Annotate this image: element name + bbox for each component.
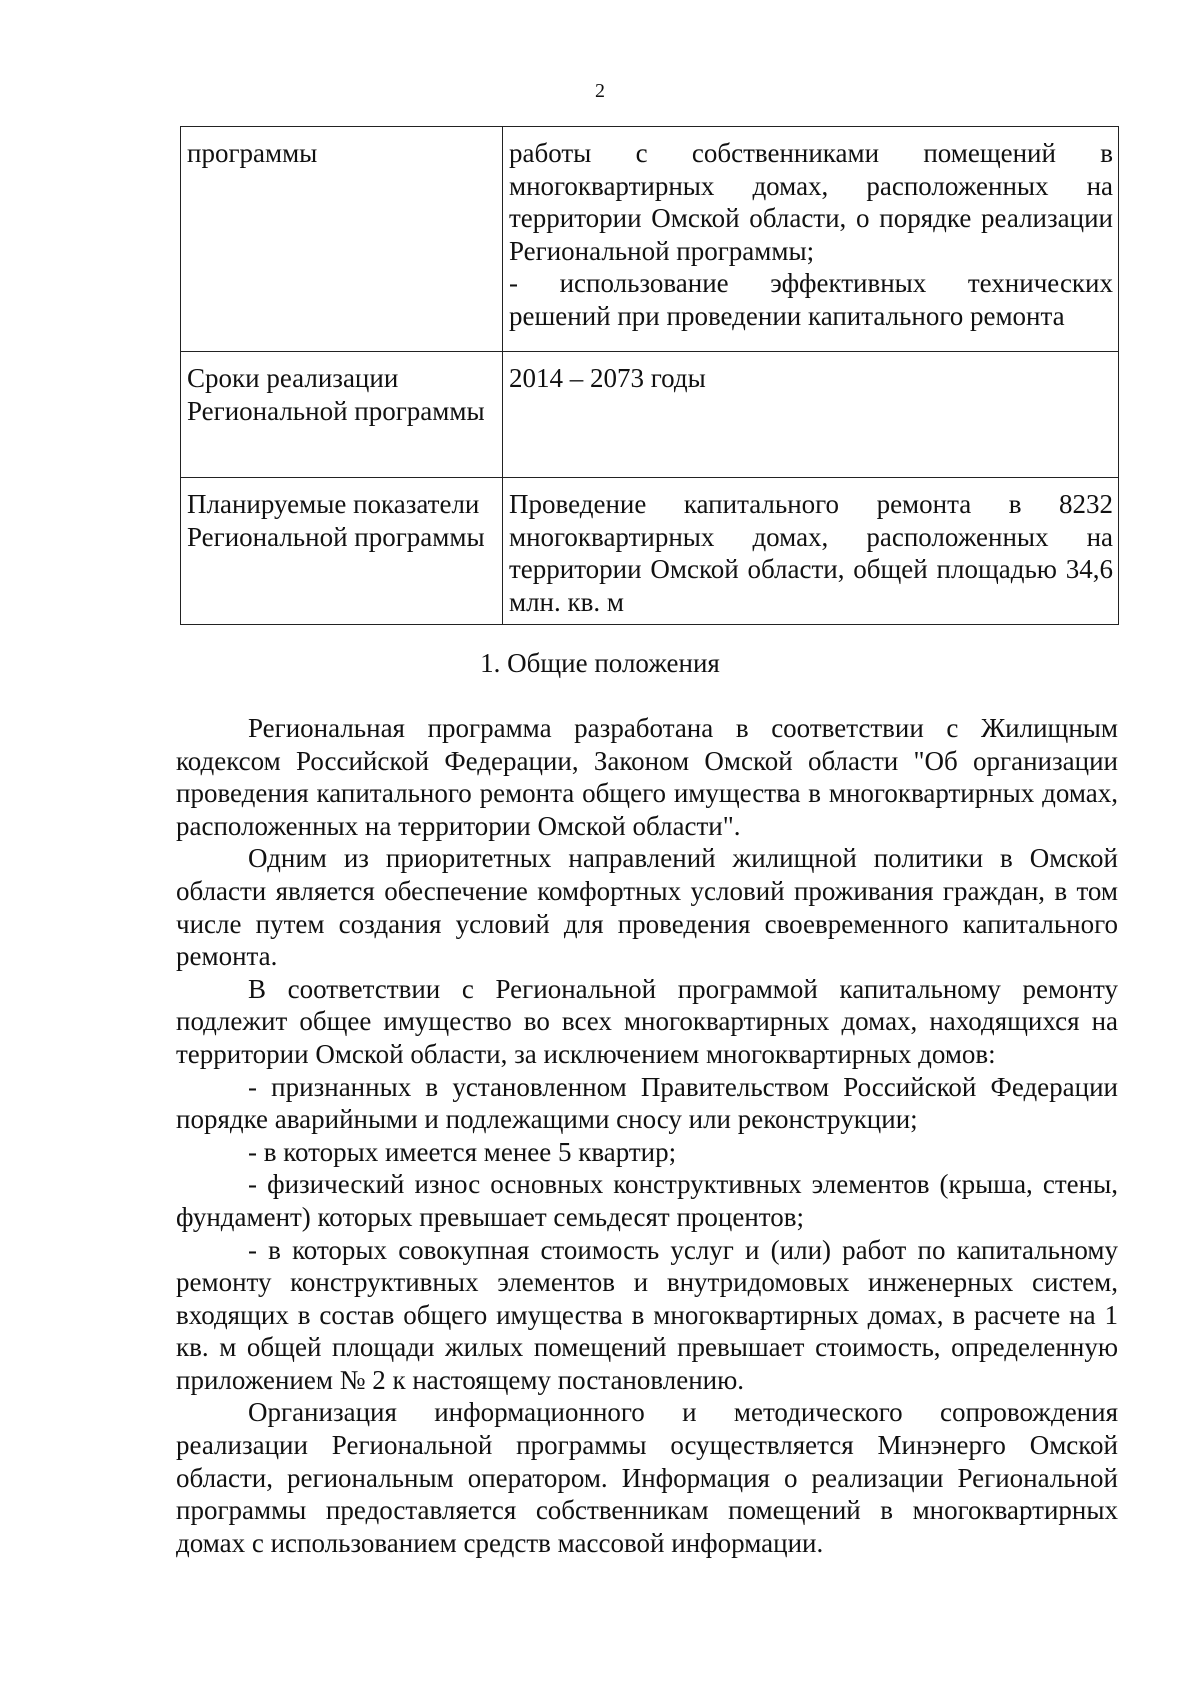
list-item: - признанных в установленном Правительством Российской Федерации порядке аварийными и подлежащими сносу или реконструкции; — [176, 1071, 1118, 1135]
table-value-text: - использование эффективных технических решений при проведении капитального ремонта — [509, 268, 1113, 331]
list-item: - в которых имеется менее 5 квартир; — [248, 1136, 677, 1167]
table-value-text: 2014 – 2073 годы — [509, 363, 706, 393]
paragraph: Региональная программа разработана в соответствии с Жилищным кодексом Российской Федерации, Законом Омской области "Об организации проведения капитального ремонта общего имущества в многоквартирных домах, расположенных на территории Омской области". — [176, 713, 1118, 841]
body-text — [176, 712, 1118, 1559]
program-passport-table — [180, 126, 1119, 625]
table-row — [181, 352, 1119, 478]
table-value-text: работы с собственниками помещений в многоквартирных домах, расположенных на территории Омской области, о порядке реализации Региональной программы; — [509, 138, 1113, 266]
table-label-cell: программы — [181, 127, 503, 352]
table-row — [181, 127, 1119, 352]
table-label-cell: Сроки реализации Региональной программы — [181, 352, 503, 478]
list-item: - в которых совокупная стоимость услуг и (или) работ по капитальному ремонту конструктивных элементов и внутридомовых инженерных систем, входящих в состав общего имущества в многоквартирных домах, в расчете на 1 кв. м общей площади жилых помещений превышает стоимость, определенную приложением № 2 к настоящему постановлению. — [176, 1234, 1118, 1395]
table-value-cell — [503, 127, 1119, 352]
paragraph: В соответствии с Региональной программой капитальному ремонту подлежит общее имущество во всех многоквартирных домах, находящихся на территории Омской области, за исключением многоквартирных домов: — [176, 973, 1118, 1069]
paragraph: Одним из приоритетных направлений жилищной политики в Омской области является обеспечение комфортных условий проживания граждан, в том числе путем создания условий для проведения своевременного капитального ремонта. — [176, 843, 1118, 972]
table-value-cell — [503, 478, 1119, 625]
table-value-text: Проведение капитального ремонта в 8232 многоквартирных домах, расположенных на территории Омской области, общей площадью 34,6 млн. кв. м — [509, 489, 1113, 617]
table-label-cell: Планируемые показатели Региональной программы — [181, 478, 503, 625]
section-heading: 1. Общие положения — [480, 648, 720, 678]
list-item: - физический износ основных конструктивных элементов (крыша, стены, фундамент) которых превышает семьдесят процентов; — [176, 1169, 1118, 1232]
table-value-cell — [503, 352, 1119, 478]
page-number: 2 — [595, 80, 605, 102]
paragraph: Организация информационного и методического сопровождения реализации Региональной программы осуществляется Минэнерго Омской области, региональным оператором. Информация о реализации Региональной программы предоставляется собственникам помещений в многоквартирных домах с использованием средств массовой информации. — [176, 1397, 1118, 1558]
table-row — [181, 478, 1119, 625]
